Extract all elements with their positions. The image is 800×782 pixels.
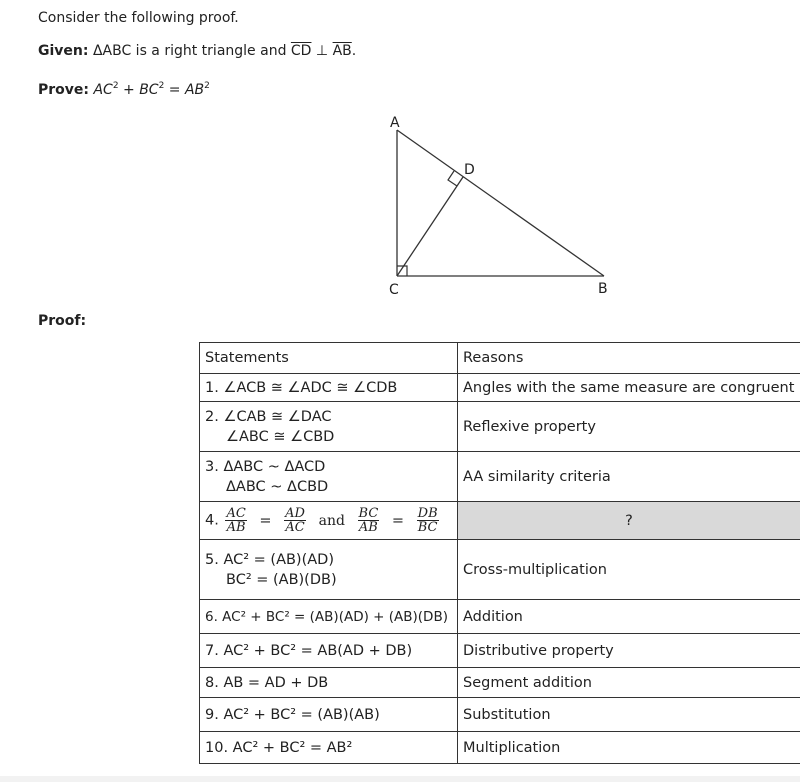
- table-row: [200, 698, 800, 732]
- table-row: [200, 452, 800, 502]
- bottom-edge: [0, 776, 800, 782]
- numerator: BC: [358, 506, 379, 521]
- statement-cell: [200, 540, 458, 600]
- given-label: Given:: [38, 43, 89, 59]
- reason-cell: Reflexive property: [458, 402, 800, 452]
- reason-cell: Distributive property: [458, 634, 800, 668]
- statement-line: BC² = (AB)(DB): [226, 571, 337, 588]
- statement-line: ∠ABC ≅ ∠CBD: [226, 428, 335, 445]
- segment-cd: CD: [290, 43, 312, 59]
- reason-cell: AA similarity criteria: [458, 452, 800, 502]
- altitude-cd: [397, 177, 463, 276]
- statement-line: 5. AC² = (AB)(AD): [205, 551, 334, 568]
- statement-cell: 8. AB = AD + DB: [200, 668, 458, 698]
- proof-label: Proof:: [38, 313, 87, 329]
- table-row: [200, 374, 800, 402]
- label-b: B: [598, 281, 608, 297]
- statement-cell: 1. ∠ACB ≅ ∠ADC ≅ ∠CDB: [200, 374, 458, 402]
- intro-text: Consider the following proof.: [38, 10, 239, 26]
- table-row: [200, 600, 800, 634]
- fraction-db-bc: [417, 507, 439, 534]
- prove-line: [38, 82, 210, 98]
- given-text: ΔABC is a right triangle and: [92, 43, 291, 59]
- exp-1: 2: [112, 81, 119, 91]
- statement-cell: [200, 402, 458, 452]
- prove-bc: BC: [139, 82, 159, 98]
- fraction-bc-ab: [358, 507, 380, 534]
- denominator: AB: [358, 520, 378, 535]
- table-row: [200, 732, 800, 764]
- table-row: [200, 502, 800, 540]
- exp-2: 2: [158, 81, 165, 91]
- and-word: and: [318, 512, 345, 529]
- label-a: A: [390, 115, 400, 131]
- table-row: [200, 668, 800, 698]
- statement-line: ΔABC ~ ΔCBD: [226, 478, 329, 495]
- denominator: BC: [417, 520, 438, 535]
- proof-table: [199, 342, 800, 764]
- table-row: [200, 634, 800, 668]
- statement-line: 3. ΔABC ~ ΔACD: [205, 458, 326, 475]
- side-ab: [397, 130, 604, 276]
- reason-cell: Substitution: [458, 698, 800, 732]
- prove-ab: AB: [184, 82, 205, 98]
- numerator: DB: [417, 506, 438, 521]
- statement-cell: 6. AC² + BC² = (AB)(AD) + (AB)(DB): [200, 600, 458, 634]
- given-line: [38, 43, 356, 59]
- statement-cell: 9. AC² + BC² = (AB)(AB): [200, 698, 458, 732]
- prove-label: Prove:: [38, 82, 90, 98]
- table-header-row: [200, 343, 800, 374]
- prove-ac: AC: [93, 82, 113, 98]
- denominator: AB: [226, 520, 246, 535]
- denominator: AC: [285, 520, 305, 535]
- statement-line: 2. ∠CAB ≅ ∠DAC: [205, 408, 332, 425]
- reason-cell: Multiplication: [458, 732, 800, 764]
- fraction-ac-ab: [225, 507, 246, 534]
- reason-cell: Segment addition: [458, 668, 800, 698]
- statement-cell: 7. AC² + BC² = AB(AD + DB): [200, 634, 458, 668]
- statement-cell: [200, 452, 458, 502]
- equals-sign: =: [259, 512, 272, 529]
- numerator: AD: [285, 506, 305, 521]
- right-angle-d: [448, 171, 457, 186]
- header-reasons: Reasons: [458, 343, 800, 374]
- perpendicular-symbol: ⊥: [311, 43, 333, 59]
- reason-cell: Angles with the same measure are congruent: [458, 374, 800, 402]
- label-c: C: [389, 282, 399, 298]
- given-period: .: [351, 43, 357, 59]
- row-number: 4.: [205, 512, 219, 529]
- statement-cell: [200, 502, 458, 540]
- equals-sign: =: [391, 512, 405, 529]
- exp-3: 2: [204, 81, 210, 91]
- statement-cell: 10. AC² + BC² = AB²: [200, 732, 458, 764]
- prove-plus: +: [118, 82, 140, 98]
- triangle-diagram: [380, 108, 630, 298]
- segment-ab: AB: [332, 43, 352, 59]
- numerator: AC: [226, 506, 246, 521]
- missing-reason-cell[interactable]: ?: [458, 502, 800, 540]
- fraction-ad-ac: [284, 507, 306, 534]
- table-row: [200, 540, 800, 600]
- label-d: D: [464, 162, 475, 178]
- prove-equals: =: [164, 82, 185, 98]
- reason-cell: Cross-multiplication: [458, 540, 800, 600]
- reason-cell: Addition: [458, 600, 800, 634]
- header-statements: Statements: [200, 343, 458, 374]
- table-row: [200, 402, 800, 452]
